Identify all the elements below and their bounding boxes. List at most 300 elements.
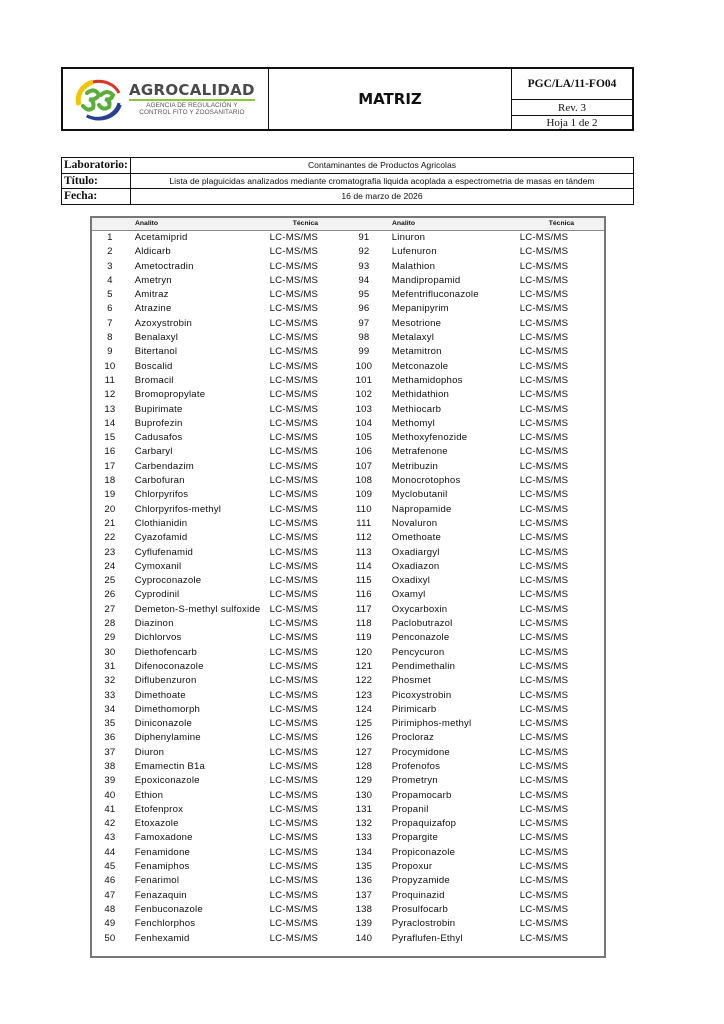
table-row xyxy=(92,831,348,845)
analyte-number: 111 xyxy=(356,517,372,529)
analyte-number: 21 xyxy=(104,517,116,529)
analyte-technique: LC-MS/MS xyxy=(269,589,319,601)
analyte-technique: LC-MS/MS xyxy=(519,303,569,315)
analyte-number: 30 xyxy=(104,646,116,658)
analyte-name: Fenazaquin xyxy=(134,889,187,901)
analyte-name: Oxycarboxin xyxy=(391,603,448,615)
analyte-technique: LC-MS/MS xyxy=(269,818,319,830)
analyte-number: 3 xyxy=(107,260,113,272)
analyte-number: 38 xyxy=(104,760,116,772)
analyte-number: 15 xyxy=(104,432,116,444)
table-row xyxy=(348,245,604,259)
analyte-name: Metrafenone xyxy=(391,446,448,458)
analyte-name: Methiocarb xyxy=(391,403,442,415)
table-row xyxy=(92,917,348,931)
analyte-technique: LC-MS/MS xyxy=(519,560,569,572)
analyte-name: Prosulfocarb xyxy=(391,903,448,915)
analyte-number: 129 xyxy=(355,775,373,787)
table-row xyxy=(92,374,348,388)
table-row xyxy=(92,403,348,417)
table-row xyxy=(92,460,348,474)
analyte-table xyxy=(90,216,606,958)
analyte-name: Metconazole xyxy=(391,360,449,372)
analyte-number: 96 xyxy=(358,303,370,315)
table-row xyxy=(92,474,348,488)
analyte-number: 13 xyxy=(104,403,116,415)
analyte-number: 139 xyxy=(355,918,373,930)
analyte-name: Monocrotophos xyxy=(391,475,461,487)
analyte-number: 2 xyxy=(107,246,113,258)
table-row xyxy=(92,345,348,359)
table-row xyxy=(92,631,348,645)
analyte-technique: LC-MS/MS xyxy=(269,703,319,715)
table-row xyxy=(348,517,604,531)
analyte-number: 5 xyxy=(107,289,113,301)
analyte-technique: LC-MS/MS xyxy=(519,846,569,858)
analyte-number: 98 xyxy=(358,332,370,344)
analyte-number: 137 xyxy=(355,889,373,901)
document-title: MATRIZ xyxy=(269,69,512,129)
table-row xyxy=(92,388,348,402)
analyte-name: Fenbuconazole xyxy=(134,903,203,915)
analyte-technique: LC-MS/MS xyxy=(269,260,319,272)
analyte-technique: LC-MS/MS xyxy=(269,660,319,672)
analyte-name: Bromopropylate xyxy=(134,389,206,401)
analyte-number: 4 xyxy=(107,274,113,286)
analyte-number: 37 xyxy=(104,746,116,758)
analyte-technique: LC-MS/MS xyxy=(269,546,319,558)
analyte-number: 9 xyxy=(107,346,113,358)
analyte-number: 1 xyxy=(107,232,113,243)
analyte-technique: LC-MS/MS xyxy=(519,932,569,944)
analyte-number: 11 xyxy=(104,374,116,386)
table-row xyxy=(92,431,348,445)
analyte-technique: LC-MS/MS xyxy=(269,675,319,687)
table-row xyxy=(92,674,348,688)
table-row xyxy=(348,917,604,931)
logo-subtitle-line2: CONTROL FITO Y ZOOSANITARIO xyxy=(139,109,245,116)
table-row xyxy=(348,274,604,288)
analyte-technique: LC-MS/MS xyxy=(519,589,569,601)
table-row xyxy=(92,274,348,288)
table-row xyxy=(348,660,604,674)
info-block xyxy=(61,157,634,205)
table-row xyxy=(92,903,348,917)
table-row xyxy=(348,317,604,331)
analyte-name: Procymidone xyxy=(391,746,450,758)
analyte-name: Penconazole xyxy=(391,632,450,644)
analyte-number: 108 xyxy=(355,475,373,487)
fecha-label: Fecha: xyxy=(62,189,131,204)
table-row xyxy=(348,703,604,717)
table-row xyxy=(348,774,604,788)
analyte-technique: LC-MS/MS xyxy=(519,403,569,415)
analyte-technique: LC-MS/MS xyxy=(519,317,569,329)
table-row xyxy=(348,574,604,588)
table-row xyxy=(348,803,604,817)
analyte-technique: LC-MS/MS xyxy=(269,460,319,472)
analyte-technique: LC-MS/MS xyxy=(269,317,319,329)
analyte-number: 105 xyxy=(355,432,373,444)
analyte-number: 46 xyxy=(104,875,116,887)
revision-number: Rev. 3 xyxy=(512,100,632,116)
table-row xyxy=(348,746,604,760)
analyte-number: 124 xyxy=(355,703,373,715)
table-row xyxy=(348,431,604,445)
analyte-name: Etoxazole xyxy=(134,818,179,830)
analyte-number: 116 xyxy=(355,589,372,601)
analyte-technique: LC-MS/MS xyxy=(519,646,569,658)
header-analito-left: Analito xyxy=(135,220,159,227)
analyte-number: 109 xyxy=(355,489,373,501)
table-row xyxy=(348,302,604,316)
analyte-number: 135 xyxy=(355,861,373,873)
analyte-name: Picoxystrobin xyxy=(391,689,452,701)
analyte-name: Etofenprox xyxy=(134,803,184,815)
analyte-name: Pencycuron xyxy=(391,646,445,658)
table-row xyxy=(348,588,604,602)
table-row xyxy=(348,874,604,888)
analyte-name: Boscalid xyxy=(134,360,173,372)
table-row xyxy=(348,531,604,545)
table-row xyxy=(348,546,604,560)
analyte-number: 27 xyxy=(104,603,116,615)
analyte-name: Novaluron xyxy=(391,517,438,529)
analyte-technique: LC-MS/MS xyxy=(269,903,319,915)
analyte-technique: LC-MS/MS xyxy=(519,760,569,772)
analyte-technique: LC-MS/MS xyxy=(519,732,569,744)
analyte-number: 95 xyxy=(358,289,370,301)
analyte-name: Carbaryl xyxy=(134,446,173,458)
analyte-number: 106 xyxy=(355,446,373,458)
analyte-number: 107 xyxy=(355,460,373,472)
analyte-number: 29 xyxy=(104,632,116,644)
analyte-name: Linuron xyxy=(391,232,426,243)
table-row xyxy=(348,674,604,688)
table-row xyxy=(92,789,348,803)
info-row-fecha xyxy=(62,189,633,204)
analyte-technique: LC-MS/MS xyxy=(519,703,569,715)
analyte-name: Cyproconazole xyxy=(134,575,202,587)
table-row xyxy=(92,560,348,574)
analyte-number: 14 xyxy=(104,417,116,429)
analyte-technique: LC-MS/MS xyxy=(519,417,569,429)
analyte-name: Chlorpyrifos xyxy=(134,489,189,501)
analyte-technique: LC-MS/MS xyxy=(269,346,319,358)
analyte-name: Methoxyfenozide xyxy=(391,432,468,444)
analyte-name: Pyraclostrobin xyxy=(391,918,456,930)
analyte-technique: LC-MS/MS xyxy=(519,446,569,458)
analyte-technique: LC-MS/MS xyxy=(269,403,319,415)
analyte-number: 103 xyxy=(355,403,373,415)
table-row xyxy=(92,803,348,817)
analyte-technique: LC-MS/MS xyxy=(519,532,569,544)
analyte-column-left xyxy=(92,231,348,946)
analyte-name: Amitraz xyxy=(134,289,169,301)
table-row xyxy=(92,488,348,502)
analyte-name: Oxadiazon xyxy=(391,560,440,572)
table-row xyxy=(348,760,604,774)
table-row xyxy=(348,445,604,459)
table-row xyxy=(92,531,348,545)
analyte-technique: LC-MS/MS xyxy=(519,246,569,258)
analyte-name: Propargite xyxy=(391,832,438,844)
table-header xyxy=(92,218,604,231)
analyte-number: 104 xyxy=(355,417,373,429)
analyte-name: Clothianidin xyxy=(134,517,188,529)
analyte-technique: LC-MS/MS xyxy=(269,332,319,344)
analyte-name: Buprofezin xyxy=(134,417,183,429)
table-row xyxy=(348,503,604,517)
analyte-number: 18 xyxy=(104,475,116,487)
table-row xyxy=(92,689,348,703)
table-row xyxy=(348,646,604,660)
analyte-technique: LC-MS/MS xyxy=(269,489,319,501)
table-row xyxy=(92,746,348,760)
analyte-number: 115 xyxy=(355,575,372,587)
analyte-number: 42 xyxy=(104,818,116,830)
analyte-technique: LC-MS/MS xyxy=(519,389,569,401)
analyte-technique: LC-MS/MS xyxy=(269,632,319,644)
logo-name: AGROCALIDAD xyxy=(129,80,255,99)
analyte-number: 131 xyxy=(355,803,373,815)
analyte-number: 31 xyxy=(104,660,116,672)
analyte-technique: LC-MS/MS xyxy=(519,832,569,844)
analyte-technique: LC-MS/MS xyxy=(519,889,569,901)
analyte-name: Pirimicarb xyxy=(391,703,437,715)
analyte-name: Profenofos xyxy=(391,760,441,772)
analyte-technique: LC-MS/MS xyxy=(269,446,319,458)
analyte-technique: LC-MS/MS xyxy=(269,575,319,587)
analyte-name: Dimethoate xyxy=(134,689,186,701)
analyte-number: 8 xyxy=(107,332,113,344)
table-row xyxy=(92,774,348,788)
analyte-number: 117 xyxy=(355,603,372,615)
analyte-number: 32 xyxy=(104,675,116,687)
analyte-technique: LC-MS/MS xyxy=(519,689,569,701)
table-row xyxy=(92,588,348,602)
analyte-name: Dimethomorph xyxy=(134,703,201,715)
table-row xyxy=(92,445,348,459)
analyte-number: 41 xyxy=(104,803,116,815)
analyte-technique: LC-MS/MS xyxy=(519,332,569,344)
analyte-technique: LC-MS/MS xyxy=(269,246,319,258)
analyte-number: 19 xyxy=(104,489,116,501)
analyte-number: 43 xyxy=(104,832,116,844)
analyte-technique: LC-MS/MS xyxy=(269,789,319,801)
analyte-technique: LC-MS/MS xyxy=(519,875,569,887)
analyte-name: Propoxur xyxy=(391,861,433,873)
analyte-name: Diethofencarb xyxy=(134,646,198,658)
table-row xyxy=(348,717,604,731)
analyte-name: Methomyl xyxy=(391,417,435,429)
analyte-technique: LC-MS/MS xyxy=(519,903,569,915)
analyte-technique: LC-MS/MS xyxy=(269,303,319,315)
analyte-technique: LC-MS/MS xyxy=(519,460,569,472)
analyte-name: Myclobutanil xyxy=(391,489,448,501)
analyte-number: 102 xyxy=(355,389,373,401)
analyte-name: Methamidophos xyxy=(391,374,463,386)
analyte-number: 140 xyxy=(355,932,373,944)
analyte-name: Diflubenzuron xyxy=(134,675,197,687)
analyte-number: 114 xyxy=(355,560,372,572)
analyte-technique: LC-MS/MS xyxy=(519,660,569,672)
analyte-name: Propyzamide xyxy=(391,875,450,887)
analyte-technique: LC-MS/MS xyxy=(269,374,319,386)
analyte-name: Cadusafos xyxy=(134,432,183,444)
page-indicator: Hoja 1 de 2 xyxy=(546,116,598,129)
analyte-name: Demeton-S-methyl sulfoxide xyxy=(134,603,261,615)
analyte-number: 113 xyxy=(355,546,372,558)
analyte-name: Carbofuran xyxy=(134,475,185,487)
table-row xyxy=(348,231,604,245)
analyte-number: 132 xyxy=(355,818,373,830)
analyte-name: Prometryn xyxy=(391,775,438,787)
header-analito-right: Analito xyxy=(392,220,416,227)
analyte-technique: LC-MS/MS xyxy=(519,618,569,630)
analyte-technique: LC-MS/MS xyxy=(519,489,569,501)
analyte-number: 120 xyxy=(355,646,373,658)
analyte-technique: LC-MS/MS xyxy=(519,475,569,487)
table-row xyxy=(348,345,604,359)
analyte-technique: LC-MS/MS xyxy=(519,274,569,286)
analyte-name: Bromacil xyxy=(134,374,174,386)
analyte-technique: LC-MS/MS xyxy=(269,532,319,544)
table-row xyxy=(348,288,604,302)
table-row xyxy=(92,546,348,560)
analyte-number: 128 xyxy=(355,760,373,772)
analyte-name: Diuron xyxy=(134,746,165,758)
table-row xyxy=(348,488,604,502)
analyte-number: 92 xyxy=(358,246,370,258)
laboratorio-value: Contaminantes de Productos Agricolas xyxy=(307,160,457,170)
analyte-number: 39 xyxy=(104,775,116,787)
analyte-number: 93 xyxy=(358,260,370,272)
table-row xyxy=(92,860,348,874)
table-row xyxy=(92,574,348,588)
table-row xyxy=(348,617,604,631)
info-row-laboratorio xyxy=(62,158,633,174)
analyte-name: Emamectin B1a xyxy=(134,760,206,772)
analyte-number: 136 xyxy=(355,875,373,887)
table-row xyxy=(92,417,348,431)
analyte-name: Epoxiconazole xyxy=(134,775,200,787)
analyte-name: Dichlorvos xyxy=(134,632,182,644)
table-row xyxy=(348,417,604,431)
analyte-technique: LC-MS/MS xyxy=(519,360,569,372)
analyte-number: 36 xyxy=(104,732,116,744)
info-row-titulo xyxy=(62,174,633,190)
table-row xyxy=(348,603,604,617)
analyte-name: Procloraz xyxy=(391,732,435,744)
analyte-number: 22 xyxy=(104,532,116,544)
document-header xyxy=(61,67,634,131)
analyte-technique: LC-MS/MS xyxy=(269,646,319,658)
analyte-technique: LC-MS/MS xyxy=(269,560,319,572)
analyte-name: Mepanipyrim xyxy=(391,303,449,315)
analyte-name: Phosmet xyxy=(391,675,431,687)
table-row xyxy=(92,660,348,674)
analyte-number: 7 xyxy=(107,317,113,329)
analyte-number: 134 xyxy=(355,846,373,858)
analyte-name: Pendimethalin xyxy=(391,660,456,672)
analyte-name: Ametoctradin xyxy=(134,260,194,272)
analyte-number: 20 xyxy=(104,503,116,515)
analyte-name: Diazinon xyxy=(134,618,174,630)
analyte-technique: LC-MS/MS xyxy=(269,360,319,372)
analyte-technique: LC-MS/MS xyxy=(269,746,319,758)
analyte-number: 28 xyxy=(104,618,116,630)
analyte-number: 34 xyxy=(104,703,116,715)
analyte-technique: LC-MS/MS xyxy=(269,603,319,615)
analyte-name: Diniconazole xyxy=(134,718,193,730)
table-row xyxy=(348,631,604,645)
table-row xyxy=(92,617,348,631)
analyte-name: Methidathion xyxy=(391,389,450,401)
analyte-technique: LC-MS/MS xyxy=(519,718,569,730)
analyte-technique: LC-MS/MS xyxy=(269,618,319,630)
analyte-name: Diphenylamine xyxy=(134,732,201,744)
table-row xyxy=(92,760,348,774)
analyte-technique: LC-MS/MS xyxy=(269,875,319,887)
analyte-technique: LC-MS/MS xyxy=(269,932,319,944)
analyte-name: Oxadiargyl xyxy=(391,546,440,558)
analyte-name: Propaquizafop xyxy=(391,818,457,830)
analyte-name: Fenamiphos xyxy=(134,861,190,873)
analyte-technique: LC-MS/MS xyxy=(269,718,319,730)
analyte-name: Oxadixyl xyxy=(391,575,431,587)
table-row xyxy=(348,260,604,274)
analyte-technique: LC-MS/MS xyxy=(269,274,319,286)
analyte-number: 49 xyxy=(104,918,116,930)
analyte-technique: LC-MS/MS xyxy=(519,503,569,515)
analyte-technique: LC-MS/MS xyxy=(269,689,319,701)
table-row xyxy=(92,517,348,531)
table-row xyxy=(92,331,348,345)
table-row xyxy=(92,302,348,316)
analyte-technique: LC-MS/MS xyxy=(519,546,569,558)
table-row xyxy=(92,231,348,245)
table-row xyxy=(92,245,348,259)
analyte-name: Benalaxyl xyxy=(134,332,179,344)
analyte-technique: LC-MS/MS xyxy=(519,232,569,243)
table-row xyxy=(92,874,348,888)
table-row xyxy=(92,503,348,517)
analyte-technique: LC-MS/MS xyxy=(269,760,319,772)
analyte-technique: LC-MS/MS xyxy=(519,374,569,386)
analyte-technique: LC-MS/MS xyxy=(519,575,569,587)
analyte-technique: LC-MS/MS xyxy=(269,232,319,243)
analyte-number: 12 xyxy=(104,389,116,401)
analyte-number: 26 xyxy=(104,589,116,601)
analyte-number: 118 xyxy=(355,618,372,630)
analyte-technique: LC-MS/MS xyxy=(269,517,319,529)
titulo-value: Lista de plaguicidas analizados mediante cromatografia liquida acoplada a espectrometria de masas en tándem xyxy=(169,175,595,186)
analyte-number: 44 xyxy=(104,846,116,858)
analyte-number: 40 xyxy=(104,789,116,801)
analyte-name: Propiconazole xyxy=(391,846,456,858)
analyte-name: Mandipropamid xyxy=(391,274,461,286)
analyte-name: Bupirimate xyxy=(134,403,183,415)
analyte-name: Fenhexamid xyxy=(134,932,190,944)
table-row xyxy=(92,360,348,374)
analyte-number: 35 xyxy=(104,718,116,730)
analyte-technique: LC-MS/MS xyxy=(519,789,569,801)
table-row xyxy=(348,903,604,917)
analyte-number: 10 xyxy=(104,360,116,372)
table-row xyxy=(92,817,348,831)
analyte-name: Carbendazim xyxy=(134,460,194,472)
